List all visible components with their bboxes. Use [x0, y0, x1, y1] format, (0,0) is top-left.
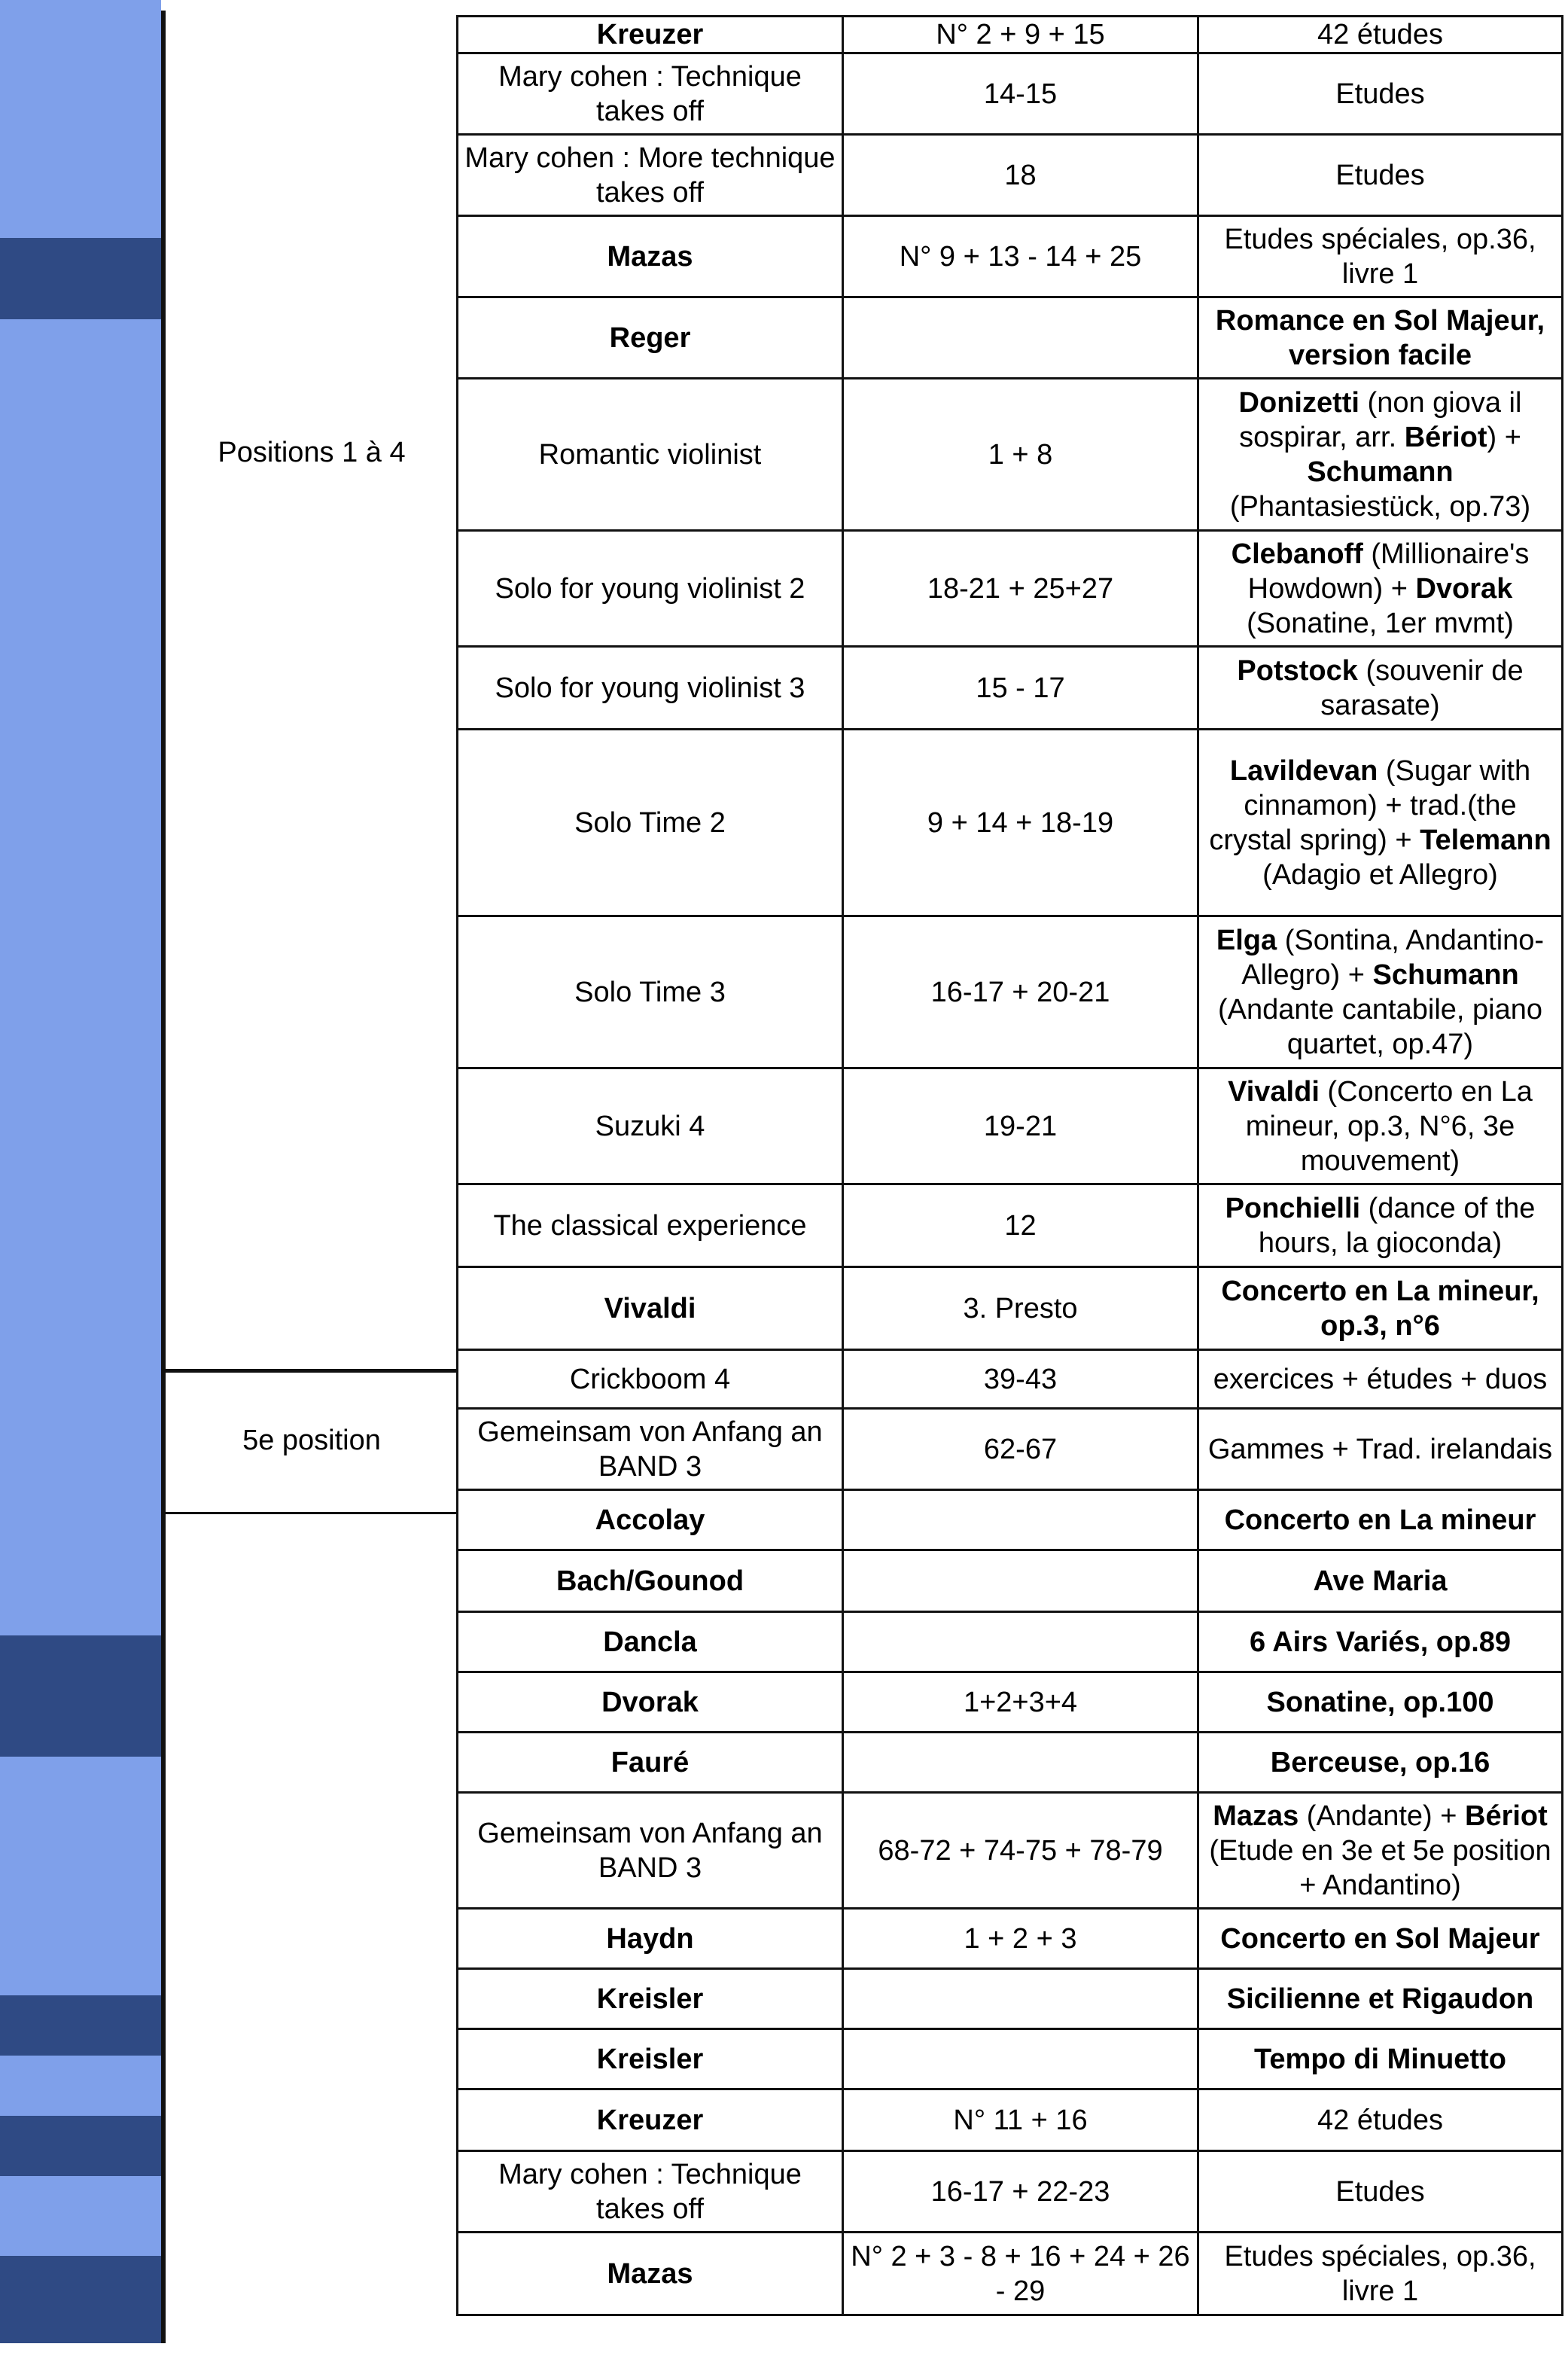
- category-label-positions-1-4: Positions 1 à 4: [218, 437, 406, 468]
- content-text: (Etude en 3e et 5e position + Andantino): [1209, 1834, 1551, 1901]
- pieces-number-cell: 14-15: [843, 53, 1198, 135]
- table-row: [458, 1184, 1563, 1267]
- content-cell: [1198, 1184, 1563, 1267]
- table-row: [458, 730, 1563, 916]
- composer-name: Bériot: [1465, 1800, 1548, 1832]
- method-cell: The classical experience: [458, 1184, 843, 1267]
- table-row: [458, 531, 1563, 647]
- content-cell: [1198, 1068, 1563, 1184]
- content-cell: [1198, 216, 1563, 297]
- content-text: (Concerto en La mineur, op.3, N°6, 3e mouvement): [1245, 1075, 1533, 1177]
- table-row: [458, 1733, 1563, 1793]
- content-text: (Sonatine, 1er mvmt): [1247, 607, 1514, 639]
- content-text: (souvenir de sarasate): [1320, 654, 1524, 721]
- pieces-number-cell: 39-43: [843, 1350, 1198, 1409]
- content-text: Etudes spéciales, op.36, livre 1: [1224, 223, 1536, 290]
- table-row: [458, 2029, 1563, 2089]
- category-column: [166, 0, 458, 2353]
- pieces-number-cell: [843, 1969, 1198, 2029]
- table-row: [458, 1550, 1563, 1612]
- content-cell: [1198, 916, 1563, 1068]
- method-cell: Dancla: [458, 1612, 843, 1672]
- content-cell: [1198, 2151, 1563, 2233]
- composer-name: Ave Maria: [1313, 1565, 1448, 1597]
- composer-name: Potstock: [1237, 654, 1358, 687]
- table-row: [458, 2151, 1563, 2233]
- method-cell: Gemeinsam von Anfang an BAND 3: [458, 1793, 843, 1909]
- method-cell: Kreisler: [458, 2029, 843, 2089]
- composer-name: Vivaldi: [1228, 1075, 1320, 1108]
- pieces-number-cell: 1+2+3+4: [843, 1672, 1198, 1733]
- table-row: [458, 297, 1563, 379]
- content-cell: [1198, 2233, 1563, 2315]
- content-cell: [1198, 2089, 1563, 2151]
- content-text: 42 études: [1317, 2104, 1443, 2136]
- content-cell: [1198, 135, 1563, 216]
- content-text: (Adagio et Allegro): [1262, 858, 1498, 891]
- content-text: (non giova il sospirar, arr.: [1239, 386, 1522, 453]
- method-cell: Mazas: [458, 216, 843, 297]
- method-cell: Kreisler: [458, 1969, 843, 2029]
- pieces-number-cell: 15 - 17: [843, 647, 1198, 730]
- strip-segment-light: [0, 0, 161, 238]
- content-text: (Andante cantabile, piano quartet, op.47): [1218, 993, 1542, 1060]
- pieces-number-cell: [843, 1550, 1198, 1612]
- content-cell: [1198, 1267, 1563, 1350]
- content-cell: [1198, 531, 1563, 647]
- composer-name: Mazas: [1213, 1800, 1299, 1832]
- strip-segment-dark: [0, 238, 161, 319]
- strip-segment-light: [0, 2176, 161, 2256]
- category-divider: [166, 1512, 458, 1514]
- table-row: [458, 1068, 1563, 1184]
- method-cell: Dvorak: [458, 1672, 843, 1733]
- table-row: [458, 2233, 1563, 2315]
- method-cell: Accolay: [458, 1490, 843, 1550]
- table-row: [458, 17, 1563, 53]
- method-cell: Solo Time 2: [458, 730, 843, 916]
- composer-name: Concerto en La mineur: [1224, 1504, 1536, 1536]
- table-row: [458, 379, 1563, 531]
- content-cell: [1198, 53, 1563, 135]
- table-row: [458, 1909, 1563, 1969]
- content-cell: [1198, 1733, 1563, 1793]
- content-text: (Sontina, Andantino-Allegro) +: [1241, 924, 1545, 991]
- method-cell: Solo for young violinist 2: [458, 531, 843, 647]
- table-row: [458, 1409, 1563, 1490]
- content-cell: [1198, 1612, 1563, 1672]
- content-cell: [1198, 297, 1563, 379]
- method-cell: Solo Time 3: [458, 916, 843, 1068]
- content-text: exercices + études + duos: [1213, 1363, 1548, 1395]
- pieces-number-cell: N° 2 + 9 + 15: [843, 17, 1198, 53]
- content-text: (Millionaire's Howdown) +: [1247, 538, 1530, 605]
- content-cell: [1198, 1350, 1563, 1409]
- method-cell: Solo for young violinist 3: [458, 647, 843, 730]
- content-cell: [1198, 17, 1563, 53]
- pieces-number-cell: [843, 1733, 1198, 1793]
- pieces-number-cell: 1 + 2 + 3: [843, 1909, 1198, 1969]
- method-cell: Bach/Gounod: [458, 1550, 843, 1612]
- method-cell: Kreuzer: [458, 2089, 843, 2151]
- table-row: [458, 2089, 1563, 2151]
- method-cell: Fauré: [458, 1733, 843, 1793]
- content-cell: [1198, 1909, 1563, 1969]
- table-row: [458, 53, 1563, 135]
- strip-segment-dark: [0, 2256, 161, 2343]
- pieces-number-cell: [843, 1612, 1198, 1672]
- pieces-number-cell: N° 11 + 16: [843, 2089, 1198, 2151]
- content-cell: [1198, 1409, 1563, 1490]
- repertoire-table: [456, 15, 1563, 2316]
- composer-name: Clebanoff: [1231, 538, 1363, 570]
- pieces-number-cell: N° 2 + 3 - 8 + 16 + 24 + 26 - 29: [843, 2233, 1198, 2315]
- content-text: Etudes: [1335, 78, 1425, 110]
- method-cell: Haydn: [458, 1909, 843, 1969]
- level-color-strip: [0, 0, 161, 2343]
- content-text: (Sugar with cinnamon) + trad.(the crystal spring) +: [1209, 754, 1531, 856]
- content-text: (dance of the hours, la gioconda): [1258, 1192, 1536, 1259]
- composer-name: Tempo di Minuetto: [1254, 2043, 1506, 2075]
- category-label-5e-position: 5e position: [242, 1425, 381, 1456]
- content-text: Gammes + Trad. irelandais: [1207, 1433, 1553, 1465]
- strip-segment-dark: [0, 1635, 161, 1757]
- table-row: [458, 1267, 1563, 1350]
- method-cell: Reger: [458, 297, 843, 379]
- method-cell: Mary cohen : Technique takes off: [458, 53, 843, 135]
- content-cell: [1198, 1793, 1563, 1909]
- pieces-number-cell: 3. Presto: [843, 1267, 1198, 1350]
- pieces-number-cell: N° 9 + 13 - 14 + 25: [843, 216, 1198, 297]
- category-divider: [161, 1369, 458, 1373]
- composer-name: Bériot: [1404, 421, 1487, 453]
- pieces-number-cell: 18: [843, 135, 1198, 216]
- strip-segment-light: [0, 2056, 161, 2116]
- table-row: [458, 647, 1563, 730]
- table-row: [458, 1350, 1563, 1409]
- method-cell: Romantic violinist: [458, 379, 843, 531]
- content-cell: [1198, 730, 1563, 916]
- content-cell: [1198, 647, 1563, 730]
- pieces-number-cell: 18-21 + 25+27: [843, 531, 1198, 647]
- content-cell: [1198, 1490, 1563, 1550]
- table-row: [458, 1672, 1563, 1733]
- table-row: [458, 1969, 1563, 2029]
- composer-name: Berceuse, op.16: [1270, 1746, 1490, 1778]
- content-text: 42 études: [1317, 19, 1443, 50]
- strip-segment-dark: [0, 2116, 161, 2176]
- method-cell: Gemeinsam von Anfang an BAND 3: [458, 1409, 843, 1490]
- composer-name: Sonatine, op.100: [1266, 1686, 1494, 1718]
- method-cell: Mazas: [458, 2233, 843, 2315]
- table-row: [458, 135, 1563, 216]
- content-text: (Phantasiestück, op.73): [1229, 490, 1531, 523]
- composer-name: Concerto en La mineur, op.3, n°6: [1221, 1275, 1539, 1342]
- content-cell: [1198, 1672, 1563, 1733]
- method-cell: Mary cohen : Technique takes off: [458, 2151, 843, 2233]
- pieces-number-cell: 16-17 + 20-21: [843, 916, 1198, 1068]
- composer-name: Dvorak: [1415, 572, 1513, 605]
- content-cell: [1198, 379, 1563, 531]
- content-cell: [1198, 1969, 1563, 2029]
- composer-name: Telemann: [1420, 824, 1551, 856]
- pieces-number-cell: [843, 2029, 1198, 2089]
- strip-segment-light: [0, 319, 161, 1635]
- composer-name: 6 Airs Variés, op.89: [1249, 1626, 1512, 1658]
- strip-segment-dark: [0, 1995, 161, 2056]
- content-text: Etudes spéciales, op.36, livre 1: [1224, 2240, 1536, 2307]
- method-cell: Mary cohen : More technique takes off: [458, 135, 843, 216]
- pieces-number-cell: 68-72 + 74-75 + 78-79: [843, 1793, 1198, 1909]
- composer-name: Schumann: [1372, 959, 1519, 991]
- method-cell: Suzuki 4: [458, 1068, 843, 1184]
- table-row: [458, 1490, 1563, 1550]
- content-text: (Andante) +: [1299, 1800, 1465, 1832]
- table-row: [458, 916, 1563, 1068]
- pieces-number-cell: [843, 1490, 1198, 1550]
- strip-segment-light: [0, 1757, 161, 1995]
- table-row: [458, 1793, 1563, 1909]
- table-row: [458, 216, 1563, 297]
- method-cell: Kreuzer: [458, 17, 843, 53]
- composer-name: Ponchielli: [1225, 1192, 1361, 1224]
- pieces-number-cell: 16-17 + 22-23: [843, 2151, 1198, 2233]
- composer-name: Elga: [1216, 924, 1277, 956]
- composer-name: Romance en Sol Majeur, version facile: [1215, 304, 1545, 371]
- content-text: Etudes: [1335, 159, 1425, 191]
- composer-name: Schumann: [1307, 456, 1454, 488]
- content-cell: [1198, 2029, 1563, 2089]
- content-text: ) +: [1487, 421, 1521, 453]
- composer-name: Concerto en Sol Majeur: [1220, 1922, 1540, 1955]
- composer-name: Sicilienne et Rigaudon: [1226, 1983, 1534, 2015]
- pieces-number-cell: 12: [843, 1184, 1198, 1267]
- method-cell: Crickboom 4: [458, 1350, 843, 1409]
- pieces-number-cell: [843, 297, 1198, 379]
- composer-name: Lavildevan: [1229, 754, 1378, 787]
- pieces-number-cell: 19-21: [843, 1068, 1198, 1184]
- pieces-number-cell: 9 + 14 + 18-19: [843, 730, 1198, 916]
- pieces-number-cell: 1 + 8: [843, 379, 1198, 531]
- content-cell: [1198, 1550, 1563, 1612]
- pieces-number-cell: 62-67: [843, 1409, 1198, 1490]
- method-cell: Vivaldi: [458, 1267, 843, 1350]
- content-text: Etudes: [1335, 2175, 1425, 2208]
- table-row: [458, 1612, 1563, 1672]
- composer-name: Donizetti: [1238, 386, 1359, 419]
